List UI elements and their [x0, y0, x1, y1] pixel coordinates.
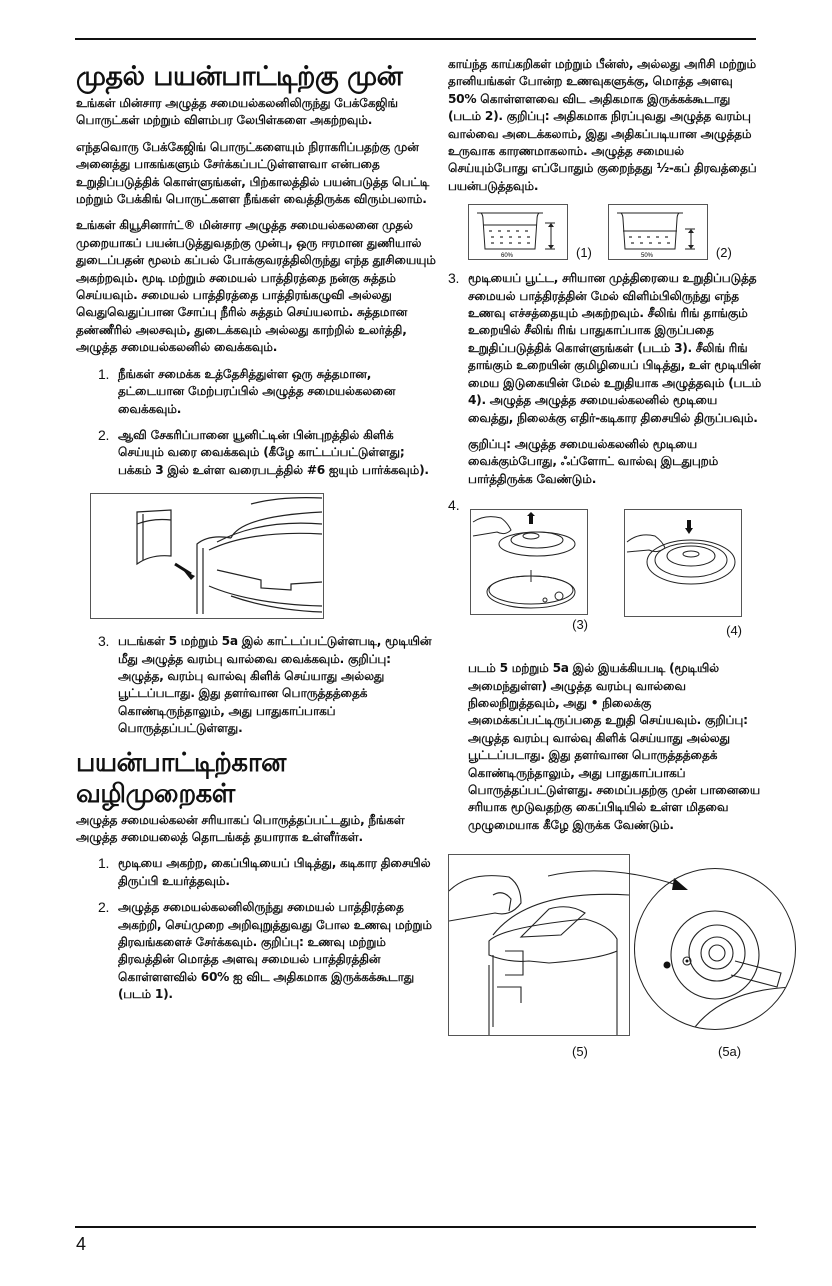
step-number: 3. — [98, 633, 110, 650]
step-number: 1. — [98, 365, 110, 382]
bottom-rule — [75, 1226, 756, 1228]
step-number: 3. — [448, 270, 460, 287]
step-number: 2. — [98, 899, 110, 916]
usage-intro: அழுத்த சமையல்கலன் சரியாகப் பொருத்தப்பட்டதும், நீங்கள் அழுத்த சமையலைத் தொடங்கத் தயாராக உள்ளீர்கள். — [76, 812, 405, 844]
step-text: நீங்கள் சமைக்க உத்தேசித்துள்ள ஒரு சுத்தமான, தட்டையான மேற்பரப்பில் அழுத்த சமையல்கலனை வைக்கவும். — [118, 366, 396, 416]
sealing-ring-install-illustration — [625, 510, 741, 616]
left-column — [76, 44, 440, 1013]
figure-5a-valve-detail — [634, 868, 796, 1030]
pot-60-percent-icon — [469, 205, 567, 259]
intro-paragraph-1: உங்கள் மின்சார அழுத்த சமையல்கலனிலிருந்து பேக்கேஜிங் பொருட்கள் மற்றும் விளம்பர லேபிள்களை அகற்றவும். — [76, 96, 398, 128]
step-text: மூடியைப் பூட்ட, சரியான முத்திரையை உறுதிப்படுத்த சமையல் பாத்திரத்தின் மேல் விளிம்பிலிருந்து எந்த உணவு எச்சத்தையும் அகற்றவும். சீலிங் ரிங் தாங்கும் உறையில் சீலிங் ரிங் பாதுகாப்பாக இருப்பதை உறுதிப்படுத்திக் கொள்ளுங்கள் (படம் 3). சீலிங் ரிங் தாங்கும் உறையின் குமிழியைப் பிடித்து, உள் மூடியின் மைய இடுகையின் மேல் உறுதியாக அழுத்தவும் (படம் 4). அழுத்த அழுத்த சமையல்கலனில் மூடியை வைத்து, நிலைக்கு எதிர்-கடிகார திசையில் திருப்பவும். — [468, 271, 762, 425]
step-number: 2. — [98, 426, 110, 443]
fill-level-figures — [468, 204, 764, 260]
step-text: மூடியை அகற்ற, கைப்பிடியைப் பிடித்து, கடிகார திசையில் திருப்பி உயர்த்தவும். — [118, 856, 431, 888]
lid-steps-list — [448, 270, 764, 427]
page-number: 4 — [76, 1234, 87, 1254]
usage-step-1 — [76, 855, 440, 890]
setup-step-3 — [76, 633, 440, 737]
usage-step-2 — [76, 899, 440, 1003]
step-number: 4. — [448, 497, 460, 514]
fill-label: 60% — [501, 253, 514, 260]
intro-paragraph-3: உங்கள் கியூசினார்ட்® மின்சார அழுத்த சமையல்கலனை முதல் முறையாகப் பயன்படுத்துவதற்கு முன்பு, ஒரு ஈரமான துணியால் துடைப்பதன் மூலம் கப்பல் போக்குவரத்திலிருந்து எந்த தூசியையும் அகற்றவும். மூடி மற்றும் சமையல் பாத்திரத்தை நன்கு சுத்தம் செய்யவும். சமையல் பாத்திரத்தை பாத்திரங்கழுவி அல்லது வெதுவெதுப்பான சோப்பு நீரில் சுத்தம் செய்யலாம். சுத்தமான தண்ணீரில் அலசவும், துடைக்கவும் அல்லது காற்றில் உலர்த்தி, அழுத்த சமையல்கலனில் வைக்கவும். — [76, 218, 436, 355]
pressure-valve-paragraph: படம் 5 மற்றும் 5a இல் இயக்கியபடி (மூடியில் அமைந்துள்ள) அழுத்த வரம்பு வால்வை நிலைநிறுத்தவும், அது • நிலைக்கு அமைக்கப்பட்டிருப்பதை உறுதி செய்யவும். குறிப்பு: அழுத்த வரம்பு வால்வு கிளிக் செய்யாது அல்லது பூட்டப்படாது. இது தளர்வான பொருத்தத்தைக் கொண்டிருந்தாலும், அது பாதுகாப்பாகப் பொருத்தப்பட்டுள்ளது. சமைப்பதற்கு முன் பானையை சரியாக மூடுவதற்கு கைப்பிடியில் உள்ள மிதவை முழுமையாக கீழே இருக்க வேண்டும். — [468, 661, 760, 832]
figure-4-install-ring — [624, 509, 742, 617]
fill-level-paragraph: காய்ந்த காய்கறிகள் மற்றும் பீன்ஸ், அல்லது அரிசி மற்றும் தானியங்கள் போன்ற உணவுகளுக்கு, மொத்த அளவு 50% கொள்ளளவை விட அதிகமாக இருக்கக்கூடாது (படம் 2). குறிப்பு: அதிகமாக நிரப்புவது அழுத்த வரம்பு வால்வை அடைக்கலாம், இது அதிகப்படியான அழுத்தம் உருவாக காரணமாகலாம். அழுத்த சமையல் செய்யும்போது எப்போதும் குறைந்தது ½-கப் திரவத்தைப் பயன்படுத்தவும். — [448, 57, 757, 193]
top-rule — [75, 38, 756, 40]
figure-4-caption: (4) — [726, 623, 742, 639]
figure-5-caption: (5) — [572, 1044, 588, 1060]
setup-steps-list — [76, 366, 440, 479]
pressure-valve-detail-illustration — [635, 869, 795, 1029]
heading-before-first-use: முதல் பயன்பாட்டிற்கு முன் — [76, 61, 403, 92]
figure-3-wrap — [470, 509, 588, 638]
right-column — [448, 56, 764, 1058]
figure-3-caption: (3) — [572, 617, 588, 633]
setup-steps-list-cont — [76, 633, 440, 737]
step-text: ஆவி சேகரிப்பானை யூனிட்டின் பின்புறத்தில் கிளிக் செய்யும் வரை வைக்கவும் (கீழே காட்டப்பட்டுள்ளது; பக்கம் 3 இல் உள்ள வரைபடத்தில் #6 ஐயும் பார்க்கவும்). — [118, 427, 429, 477]
fill-label: 50% — [640, 253, 653, 260]
pot-50-percent-icon — [609, 205, 707, 259]
pressure-valve-figures — [448, 844, 764, 1058]
condensation-collector-illustration — [91, 494, 323, 618]
step-text: படங்கள் 5 மற்றும் 5a இல் காட்டப்பட்டுள்ளபடி, மூடியின் மீது அழுத்த வரம்பு வால்வை வைக்கவும். குறிப்பு: அழுத்த, வரம்பு வால்வு கிளிக் செய்யாது அல்லது பூட்டப்படாது. இது தளர்வான பொருத்தத்தைக் கொண்டிருந்தாலும், அது பாதுகாப்பாகப் பொருத்தப்பட்டுள்ளது. — [118, 634, 432, 736]
figure-2-fill-50 — [608, 204, 708, 260]
figure-1-fill-60 — [468, 204, 568, 260]
step-text: அழுத்த சமையல்கலனிலிருந்து சமையல் பாத்திரத்தை அகற்றி, செய்முறை அறிவுறுத்துவது போல உணவு மற்றும் திரவங்களைச் சேர்க்கவும். குறிப்பு: உணவு மற்றும் திரவத்தின் மொத்த அளவு சமையல் பாத்திரத்தின் கொள்ளளவில் 60% ஐ விட அதிகமாக இருக்கக்கூடாது (படம் 1). — [118, 900, 432, 1002]
sealing-ring-remove-illustration — [471, 510, 587, 614]
usage-step-3 — [448, 270, 764, 427]
setup-step-1 — [76, 366, 440, 418]
usage-steps-list — [76, 855, 440, 1003]
figure-3-remove-ring — [470, 509, 588, 615]
sealing-ring-figures — [470, 509, 764, 638]
setup-step-2 — [76, 427, 440, 479]
heading-instructions-for-use: பயன்பாட்டிற்கான வழிமுறைகள் — [76, 747, 286, 809]
step-number: 1. — [98, 855, 110, 872]
intro-paragraph-2: எந்தவொரு பேக்கேஜிங் பொருட்களையும் நிராகரிப்பதற்கு முன் அனைத்து பாகங்களும் சேர்க்கப்பட்டுள்ளளவா என்பதை உறுதிப்படுத்திக் கொள்ளுங்கள், பிற்காலத்தில் பயன்படுத்த பெட்டி மற்றும் பேக்கிங் பொருட்களள நீங்கள் வைத்திருக்க விரும்பலாம். — [76, 139, 430, 207]
figure-2-caption: (2) — [715, 245, 732, 261]
condensation-collector-figure — [90, 493, 324, 619]
figure-4-wrap — [624, 509, 742, 638]
figure-1-caption: (1) — [576, 245, 592, 261]
float-valve-note: குறிப்பு: அழுத்த சமையல்கலனில் மூடியை வைக்கும்போது, ஃப்ளோட் வால்வு இடதுபுறம் பார்த்திருக்க வேண்டும். — [468, 436, 719, 486]
figure-5a-caption: (5a) — [718, 1044, 742, 1060]
